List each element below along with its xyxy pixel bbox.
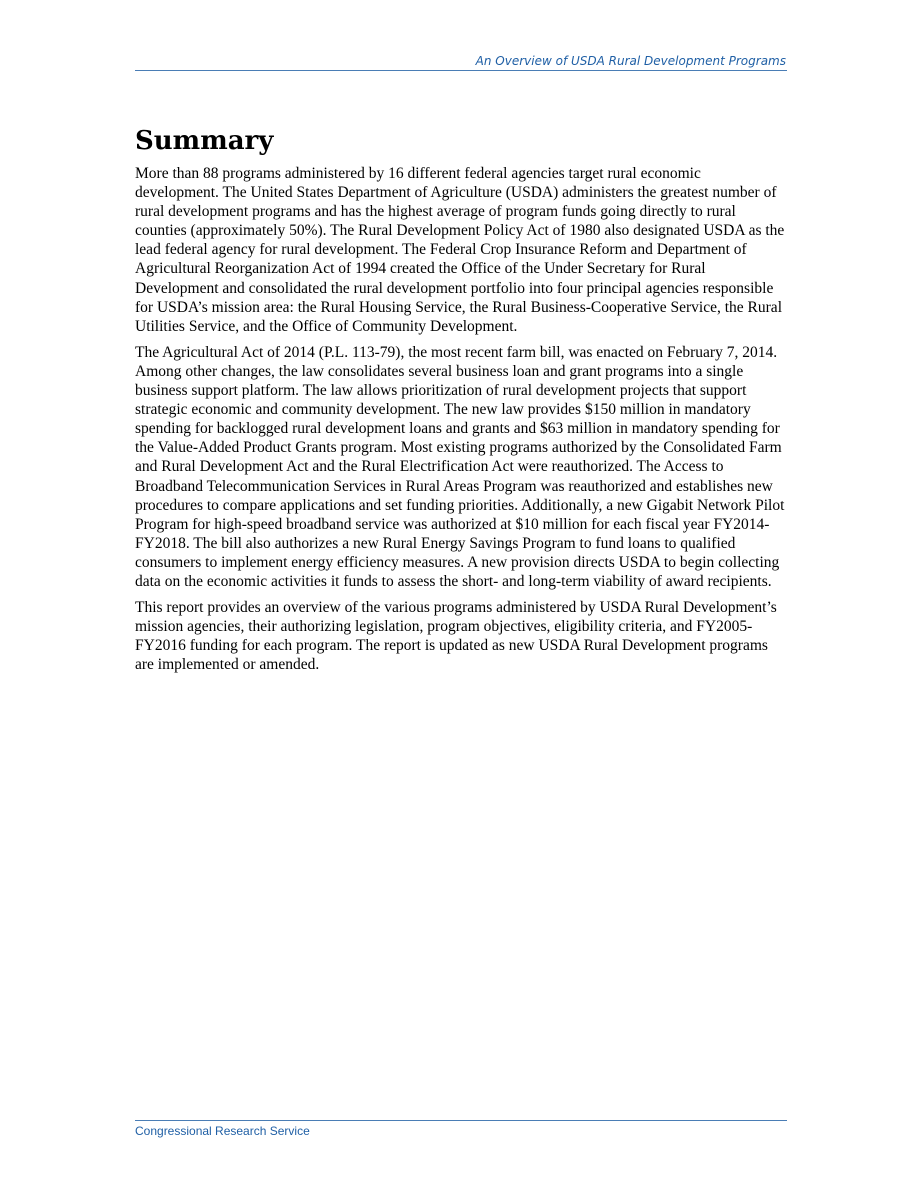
page-header — [135, 54, 787, 71]
summary-paragraph-1: More than 88 programs administered by 16 different federal agencies target rural economic development. The United States Department of Agriculture (USDA) administers the greatest number of rural development programs and has the highest average of program funds going directly to rural counties (approximately 50%). The Rural Development Policy Act of 1980 also designated USDA as the lead federal agency for rural development. The Federal Crop Insurance Reform and Department of Agricultural Reorganization Act of 1994 created the Office of the Under Secretary for Rural Development and consolidated the rural development portfolio into four principal agencies responsible for USDA’s mission area: the Rural Housing Service, the Rural Business-Cooperative Service, the Rural Utilities Service, and the Office of Community Development. — [135, 165, 785, 335]
page-footer — [135, 1120, 787, 1138]
summary-section — [135, 124, 787, 681]
header-title: An Overview of USDA Rural Development Programs — [475, 54, 786, 68]
summary-paragraph-2: The Agricultural Act of 2014 (P.L. 113-79), the most recent farm bill, was enacted on February 7, 2014. Among other changes, the law consolidates several business loan and grant programs into a single business support platform. The law allows prioritization of rural development projects that support strategic economic and community development. The new law provides $150 million in mandatory spending for backlogged rural development loans and grants and $63 million in mandatory spending for the Value-Added Product Grants program. Most existing programs authorized by the Consolidated Farm and Rural Development Act and the Rural Electrification Act were reauthorized. The Access to Broadband Telecommunication Services in Rural Areas Program was reauthorized and establishes new procedures to compare applications and set funding priorities. Additionally, a new Gigabit Network Pilot Program for high-speed broadband service was authorized at $10 million for each fiscal year FY2014-FY2018. The bill also authorizes a new Rural Energy Savings Program to fund loans to qualified consumers to implement energy efficiency measures. A new provision directs USDA to begin collecting data on the economic activities it funds to assess the short- and long-term viability of award recipients. — [135, 343, 785, 590]
footer-text: Congressional Research Service — [135, 1124, 310, 1138]
summary-paragraph-3: This report provides an overview of the various programs administered by USDA Rural Development’s mission agencies, their authorizing legislation, program objectives, eligibility criteria, and FY2005-FY2016 funding for each program. The report is updated as new USDA Rural Development programs are implemented or amended. — [135, 599, 777, 674]
summary-heading: Summary — [135, 126, 274, 156]
